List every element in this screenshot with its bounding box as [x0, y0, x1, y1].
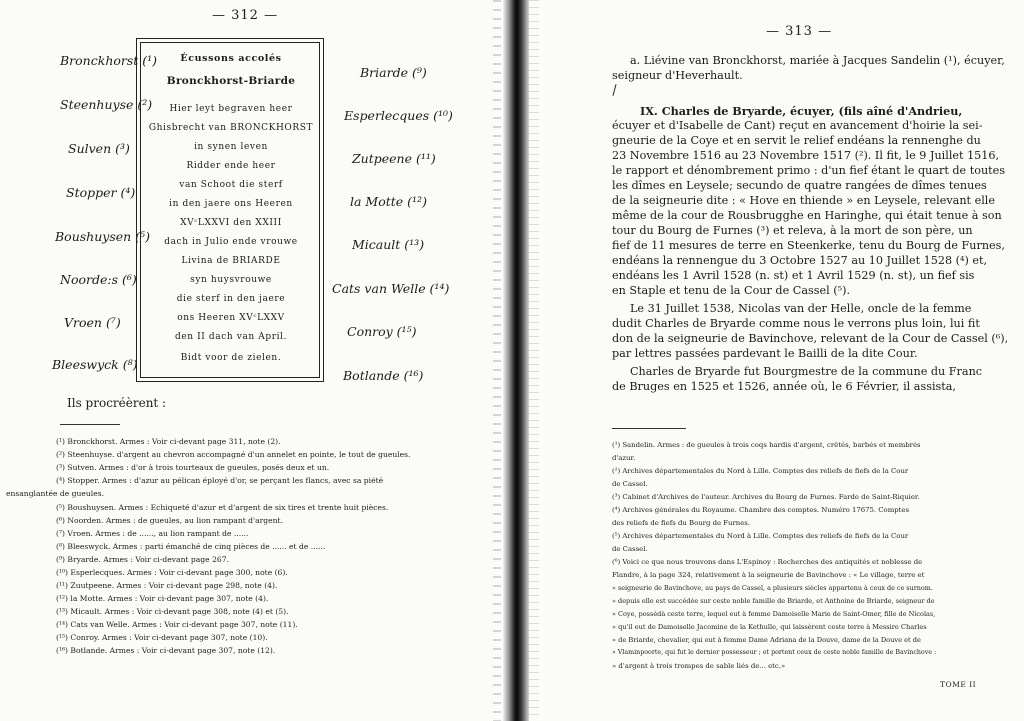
right-footnote-18: » d'argent à trois trompes de sable liés de... etc.» [612, 662, 786, 670]
right-footnote-14: » Coye, possédà ceste terre, lequel eut à femme Damoiselle Marie de Saint-Omer, fille de Nicolas, [612, 610, 936, 618]
footnote-rule-left [60, 424, 120, 425]
body-line-2: écuyer et d'Isabelle de Cant) reçut en avancement d'hoirie la sei- [612, 119, 983, 132]
left-name-5: Boushuysen (⁵) [55, 229, 150, 244]
left-name-7: Vroen (⁷) [64, 315, 121, 330]
right-footnote-10: (⁶) Voici ce que nous trouvons dans L'Espinoy : Recherches des antiquités et noblesse de [612, 558, 923, 566]
left-footnote-10: (⁹) Bryarde. Armes : Voir ci-devant page 267. [56, 555, 229, 564]
epitaph-plaque [140, 42, 320, 378]
body-line-4: 23 Novembre 1516 au 23 Novembre 1517 (²). Il fit, le 9 Juillet 1516, [612, 149, 1000, 162]
right-footnote-13: » depuis elle est succédée sur ceste noble famille de Briarde, et Anthoine de Briarde, seigneur de [612, 597, 935, 605]
right-name-1: Briarde (⁹) [360, 65, 427, 80]
body-line-5: le rapport et dénombrement primo : d'un fief étant le quart de toutes [612, 164, 1006, 177]
plaque-line-15: den II dach van April. [174, 332, 288, 342]
plaque-line-1: Écussons accolés [180, 53, 282, 64]
plaque-line-9: XVᶜLXXVI den XXIII [180, 218, 282, 228]
left-footnote-17: (¹⁶) Botlande. Armes : Voir ci-devant page 307, note (12). [56, 646, 276, 655]
body-line-16: don de la seigneurie de Bavinchove, relevant de la Cour de Cassel (⁶), [612, 332, 1009, 345]
body-line-19: de Bruges en 1525 et 1526, année où, le 6 Février, il assista, [612, 380, 956, 393]
right-footnote-8: (⁵) Archives départementales du Nord à Lille. Comptes des reliefs de fiefs de la Cour [612, 532, 909, 540]
item-a-line-1: a. Liévine van Bronckhorst, mariée à Jacques Sandelin (¹), écuyer, [630, 54, 1005, 67]
left-name-8: Bleeswyck (⁸) [52, 357, 138, 372]
left-footnote-12: (¹¹) Zuutpeene. Armes : Voir ci-devant page 298, note (4). [56, 581, 278, 590]
body-line-9: tour du Bourg de Furnes (³) et releva, à la mort de son père, un [612, 224, 973, 237]
plaque-line-14: ons Heeren XVᶜLXXV [177, 313, 285, 323]
right-footnote-9: de Cassel. [612, 545, 648, 553]
left-name-3: Sulven (³) [68, 141, 130, 156]
left-name-2: Steenhuyse (²) [60, 97, 153, 112]
right-name-4: la Motte (¹²) [350, 194, 427, 209]
right-body-text [612, 50, 1007, 410]
plaque-line-5: in synen leven [194, 142, 268, 152]
procreerent-label: Ils procréèrent : [67, 396, 167, 410]
plaque-line-11: Livina de BRIARDE [181, 256, 281, 266]
plaque-line-3: Hier leyt begraven heer [169, 104, 293, 114]
left-footnote-9: (⁸) Bleeswyck. Armes : parti émanché de cinq pièces de ...... et de ...... [56, 542, 326, 551]
body-line-1: IX. Charles de Bryarde, écuyer, (fils aîné d'Andrieu, [640, 104, 963, 118]
left-footnote-16: (¹⁵) Conroy. Armes : Voir ci-devant page 307, note (10). [56, 633, 268, 642]
footnote-rule-right [612, 428, 686, 429]
left-footnote-15: (¹⁴) Cats van Welle. Armes : Voir ci-devant page 307, note (11). [56, 620, 298, 629]
right-name-3: Zutpeene (¹¹) [352, 151, 436, 166]
left-footnote-3: (³) Sutven. Armes : d'or à trois tourteaux de gueules, posés deux et un. [56, 463, 330, 472]
left-name-1: Bronckhorst (¹) [60, 53, 158, 68]
right-footnote-15: » qu'il eut de Damoiselle Jacomine de la Kethulle, qui laissèrent ceste terre à Messire Charles [612, 623, 927, 631]
plaque-line-13: die sterf in den jaere [176, 294, 286, 304]
left-footnote-7: (⁶) Noorden. Armes : de gueules, au lion rampant d'argent. [56, 516, 284, 525]
right-footnote-1: (¹) Sandelin. Armes : de gueules à trois coqs hardis d'argent, crêtés, barbés et membrés [612, 441, 921, 449]
body-line-8: même de la cour de Rousbrugghe en Haringhe, qui était tenue à son [612, 209, 1002, 222]
right-footnote-6: (⁴) Archives générales du Royaume. Chambre des comptes. Numéro 17675. Comptes [612, 506, 910, 514]
plaque-line-8: in den jaere ons Heeren [169, 199, 293, 209]
plaque-line-2: Bronckhorst-Briarde [166, 75, 296, 87]
left-footnote-4: (⁴) Stopper. Armes : d'azur au pélican éployé d'or, se perçant les flancs, avec sa piété [56, 476, 384, 485]
left-name-6: Noorde:s (⁶) [60, 272, 137, 287]
right-name-5: Micault (¹³) [352, 237, 425, 252]
left-footnote-5: ensanglantée de gueules. [6, 489, 104, 498]
body-line-6: les dîmes en Leysele; secundo de quatre rangées de dîmes tenues [612, 179, 987, 192]
pencil-mark [612, 84, 616, 96]
right-name-8: Botlande (¹⁶) [343, 368, 424, 383]
left-footnote-1: (¹) Bronckhorst. Armes : Voir ci-devant page 311, note (2). [56, 437, 281, 446]
left-footnote-2: (²) Steenhuyse. d'argent au chevron accompagné d'un annelet en pointe, le tout de gueules. [56, 450, 411, 459]
signature-mark: TOME II [940, 680, 977, 689]
left-footnote-11: (¹⁰) Esperlecques. Armes : Voir ci-devant page 300, note (6). [56, 568, 288, 577]
right-footnote-7: des reliefs de fiefs du Bourg de Furnes. [612, 519, 750, 527]
right-footnote-4: de Cassel. [612, 480, 648, 488]
right-footnote-16: » de Briarde, chevalier, qui eut à femme Dame Adriana de la Douve, dame de la Douve et de [612, 636, 921, 644]
left-name-4: Stopper (⁴) [66, 185, 136, 200]
body-line-15: dudit Charles de Bryarde comme nous le verrons plus loin, lui fit [612, 317, 980, 330]
left-footnote-8: (⁷) Vroen. Armes : de ......, au lion rampant de ...... [56, 529, 249, 538]
body-line-12: endéans les 1 Avril 1528 (n. st) et 1 Avril 1529 (n. st), un fief sis [612, 269, 975, 282]
body-line-17: par lettres passées pardevant le Bailli de la dite Cour. [612, 347, 918, 360]
body-line-11: endéans la rennengue du 3 Octobre 1527 au 10 Juillet 1528 (⁴) et, [612, 254, 988, 267]
body-line-13: en Staple et tenu de la Cour de Cassel (⁵). [612, 284, 851, 297]
right-footnote-3: (²) Archives départementales du Nord à Lille. Comptes des reliefs de fiefs de la Cour [612, 467, 909, 475]
right-footnote-2: d'azur. [612, 454, 636, 462]
body-line-7: de la seigneurie dite : « Hove en thiende » en Leysele, relevant elle [612, 194, 995, 207]
right-footnote-11: Flandre, à la page 324, relativement à la seigneurie de Bavinchove : « Le village, terre et [612, 571, 925, 579]
right-page [520, 0, 1024, 721]
right-footnote-17: » Vlaminpoorte, qui fut le dernier possesseur ; et portent ceux de ceste noble famille de Bavinchove : [612, 649, 937, 656]
body-line-14: Le 31 Juillet 1538, Nicolas van der Helle, oncle de la femme [630, 302, 972, 315]
right-name-7: Conroy (¹⁵) [347, 324, 417, 339]
plaque-line-16: Bidt voor de zielen. [180, 353, 282, 363]
plaque-line-6: Ridder ende heer [186, 161, 276, 171]
right-footnote-5: (³) Cabinet d'Archives de l'auteur. Archives du Bourg de Furnes. Farde de Saint-Riquier. [612, 493, 920, 501]
right-name-2: Esperlecques (¹⁰) [344, 108, 453, 123]
body-line-10: fief de 11 mesures de terre en Steenkerke, tenu du Bourg de Furnes, [612, 239, 1005, 252]
body-line-3: gneurie de la Coye et en servit le relief endéans la rennenghe du [612, 134, 981, 147]
right-footnote-12: » seigneurie de Bavinchove, au pays de Cassel, a plusieurs siècles appartenu à ceux de ce surnom. [612, 584, 933, 592]
page-number-left: — 312 — [212, 8, 279, 23]
left-footnote-14: (¹³) Micault. Armes : Voir ci-devant page 308, note (4) et (5). [56, 607, 289, 616]
right-name-6: Cats van Welle (¹⁴) [332, 281, 450, 296]
plaque-line-10: dach in Julio ende vrouwe [164, 237, 298, 247]
item-a-line-2: seigneur d'Heverhault. [612, 69, 743, 82]
page-number-right: — 313 — [766, 24, 833, 39]
plaque-line-7: van Schoot die sterf [179, 180, 283, 190]
left-footnote-6: (⁵) Boushuysen. Armes : Echiqueté d'azur et d'argent de six tires et trente huit pièces. [56, 503, 389, 512]
body-line-18: Charles de Bryarde fut Bourgmestre de la commune du Franc [630, 365, 983, 378]
left-footnote-13: (¹²) la Motte. Armes : Voir ci-devant page 307, note (4). [56, 594, 269, 603]
plaque-line-12: syn huysvrouwe [190, 275, 272, 285]
plaque-line-4: Ghisbrecht van BRONCKHORST [148, 123, 314, 133]
